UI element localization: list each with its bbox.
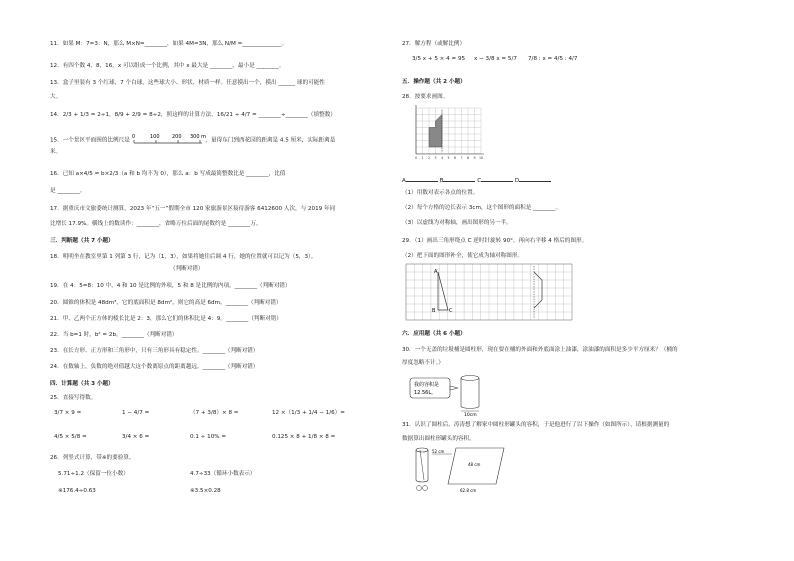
can-dim-height: 52 cm: [432, 449, 445, 454]
question-31-cont: 数据算出圆柱形罐头的容积。: [402, 436, 475, 442]
question-30: 30．一个无盖的垃圾桶是圆柱形，现在要在桶的外面和外底面涂上油漆，涂油漆的面积是多少平方厘米？（桶的: [402, 347, 678, 353]
question-15-text-b: ，量得东门到西花园的距离是 4.5 厘米，实际距离是: [205, 137, 336, 144]
calc-item: 1 − 4/7 =: [122, 410, 150, 416]
question-17: 17．据重庆市文旅委统计测算，2023 年“五一”假期全市 120 家旅游景区接待游客 6412600 人次，与 2019 年同: [50, 206, 336, 212]
equation: 7/8 : x = 4/5 : 4/7: [528, 56, 578, 62]
axis-tick: 9: [473, 156, 476, 160]
calc-item: 0.1 ÷ 10% =: [190, 434, 227, 440]
question-18: 18．明明坐在教室里第 1 列第 3 行，记为（1，3），如果将她往后调 4 行，她的位置就可以记为（5，3）。: [50, 254, 317, 260]
question-15-text: 15．一个景区平面图的比例尺是: [50, 137, 130, 144]
axis-tick: 2: [428, 156, 431, 160]
scale-bar: [132, 133, 204, 147]
question-23: 23．在长方形、正方形和三角形中，只有三角形具有稳定性。________（判断对错）: [50, 348, 259, 354]
calc-item: （7 + 3/8）× 8 =: [190, 410, 239, 416]
can-dim-length: 62.8 cm: [460, 488, 477, 493]
grid-figure-29: [404, 262, 574, 322]
point-label-a: A: [402, 178, 406, 184]
vertex-label-a: A: [434, 269, 438, 275]
bucket-figure: [408, 372, 498, 418]
point-label-c: C: [477, 178, 482, 184]
axis-tick: 6: [454, 156, 457, 160]
scale-label-0: 0: [131, 134, 135, 140]
equation: 3/5 x + 5 × 4 = 95: [412, 56, 466, 62]
question-11: 11．如果 M：7=3：N，那么 M×N=________，如果 4M=3N，那么 N/M =______________。: [50, 41, 288, 47]
question-28: 28．按要求画图。: [402, 94, 449, 100]
calc-item: 4/5 × 5/8 =: [54, 434, 87, 440]
bubble-text-2: 12.56L。: [414, 390, 437, 396]
question-15-cont: 米。: [50, 149, 62, 155]
question-24: 24．在数轴上，负数的绝对值越大这个数离原点的距离越远。________（判断对错）: [50, 364, 259, 370]
calc-item: 3/4 × 6 =: [122, 434, 150, 440]
calc-item: 0.125 × 8 + 1/8 × 8 =: [272, 434, 336, 440]
question-19: 19．在 4：5=8：10 中，4 和 10 是比例的外项，5 和 8 是比例的内项。________（判断对错）: [50, 283, 291, 289]
axis-tick: 3: [434, 156, 437, 160]
axis-tick: 5: [447, 156, 450, 160]
equation: x − 3/8 x = 5/7: [474, 56, 517, 62]
calc26-item: ※176.4÷0.63: [58, 488, 96, 494]
axis-tick: 1: [421, 156, 424, 160]
calc26-item: ※3.5×0.28: [190, 488, 221, 494]
section-calculation: 四．计算题（共 3 小题）: [50, 381, 114, 387]
question-13-cont: 大。: [50, 94, 62, 100]
question-26: 26．列竖式计算，带※的要验算。: [50, 455, 135, 461]
point-label-d: D: [514, 178, 520, 184]
calc-row-1: [50, 409, 395, 421]
can-dim-label: 48 cm: [468, 462, 481, 467]
question-31: 31．认识了圆柱后，涛涛想了解家中圆柱形罐头的容积，于是他进行了以下操作（如图所示），请根据测量的: [402, 422, 670, 428]
half-figure: [534, 272, 542, 308]
vertex-label-c: C: [449, 308, 453, 314]
question-28-2: （2）每个方格的边长表示 3cm，这个图形的面积是 ________。: [402, 205, 562, 211]
question-22: 22．当 b=1 时，b² = 2b。________（判断对错）: [50, 332, 178, 338]
question-29: 29．（1）画出三角形绕点 C 逆时针旋转 90°，再向右平移 4 格后的图形。: [402, 238, 588, 244]
axis-tick: 4: [441, 156, 444, 160]
calc-item: 12 ×（1/3 + 1/4 − 1/6）=: [272, 410, 345, 416]
question-18-cont: （判断对错）: [170, 266, 204, 272]
question-27: 27．解方程（或解比例）: [402, 41, 466, 47]
calc26-item: 5.71÷1.2（保留一位小数）: [58, 471, 129, 477]
question-28-1: （1）用数对表示各点的位置。: [402, 190, 479, 196]
question-28-3: （3）以虚线为对称轴，画出图形的另一半。: [402, 220, 512, 226]
question-25: 25．直接写得数。: [50, 395, 97, 401]
calc26-item: 4.7÷33（循环小数表示）: [190, 471, 256, 477]
section-judgement: 三．判断题（共 7 小题）: [50, 238, 114, 244]
can-figure: [408, 444, 518, 500]
question-21: 21．甲、乙两个正方体的棱长比是 2：3，那么它们的体积比是 4：9。________（判断对错）: [50, 316, 282, 322]
bucket-diameter: 10cm: [464, 413, 477, 418]
question-15: [50, 133, 335, 147]
points-row: [402, 175, 551, 185]
vertex-label-b: B: [432, 308, 436, 314]
calc-item: 3/7 × 9 =: [54, 410, 82, 416]
scale-label-100: 100: [149, 134, 160, 140]
question-17-cont: 比增长 17.9%。横线上的数读作：________，省略万位后面的尾数约是 ________万。: [50, 221, 262, 227]
scale-label-300: 300 m: [189, 134, 206, 140]
question-29-2: （2）把下面的图形补全，使它成为轴对称图形。: [402, 253, 524, 259]
question-30-cont: 厚度忽略不计。）: [402, 360, 444, 366]
axis-tick: 8: [467, 156, 470, 160]
axis-tick: 10: [479, 156, 484, 160]
question-14: 14．2/3 + 1/3 = 2÷1，8/9 + 2/9 = 8÷2，照这样的计算方法，16/21 ÷ 4/7 = ________÷________（填整数）: [50, 112, 336, 118]
section-application: 六．应用题（共 6 小题）: [402, 331, 466, 337]
question-12: 12．有四个数 4，8，16，x 可以组成一个比例，其中 x 最大是 ________，最小是 ________。: [50, 63, 285, 69]
axis-tick: 0: [415, 156, 418, 160]
question-16: 16．已知 a×4/5 = b×2/3（a 和 b 均不为 0），那么 a：b 写成最简整数比是 ________，比值: [50, 171, 286, 177]
coordinate-grid: [410, 104, 488, 162]
scale-label-200: 200: [171, 134, 182, 140]
bubble-text: 我的容积是: [414, 382, 440, 388]
point-label-b: B: [439, 178, 444, 184]
question-16-cont: 是 ________。: [50, 188, 86, 194]
question-20: 20．圆锥的体积是 48dm³，它的底面积是 8dm²，则它的高是 6dm。________（判断对错）: [50, 300, 282, 306]
triangle-abc: [438, 272, 448, 310]
calc-row-2: [50, 433, 395, 445]
section-operation: 五．操作题（共 2 小题）: [402, 79, 466, 85]
axis-tick: 7: [460, 156, 463, 160]
question-13: 13．盒子里装有 3 个红球，7 个白球，这些球大小、形状、材质一样。任意摸出一个，摸出 ______ 球的可能性: [50, 80, 325, 86]
